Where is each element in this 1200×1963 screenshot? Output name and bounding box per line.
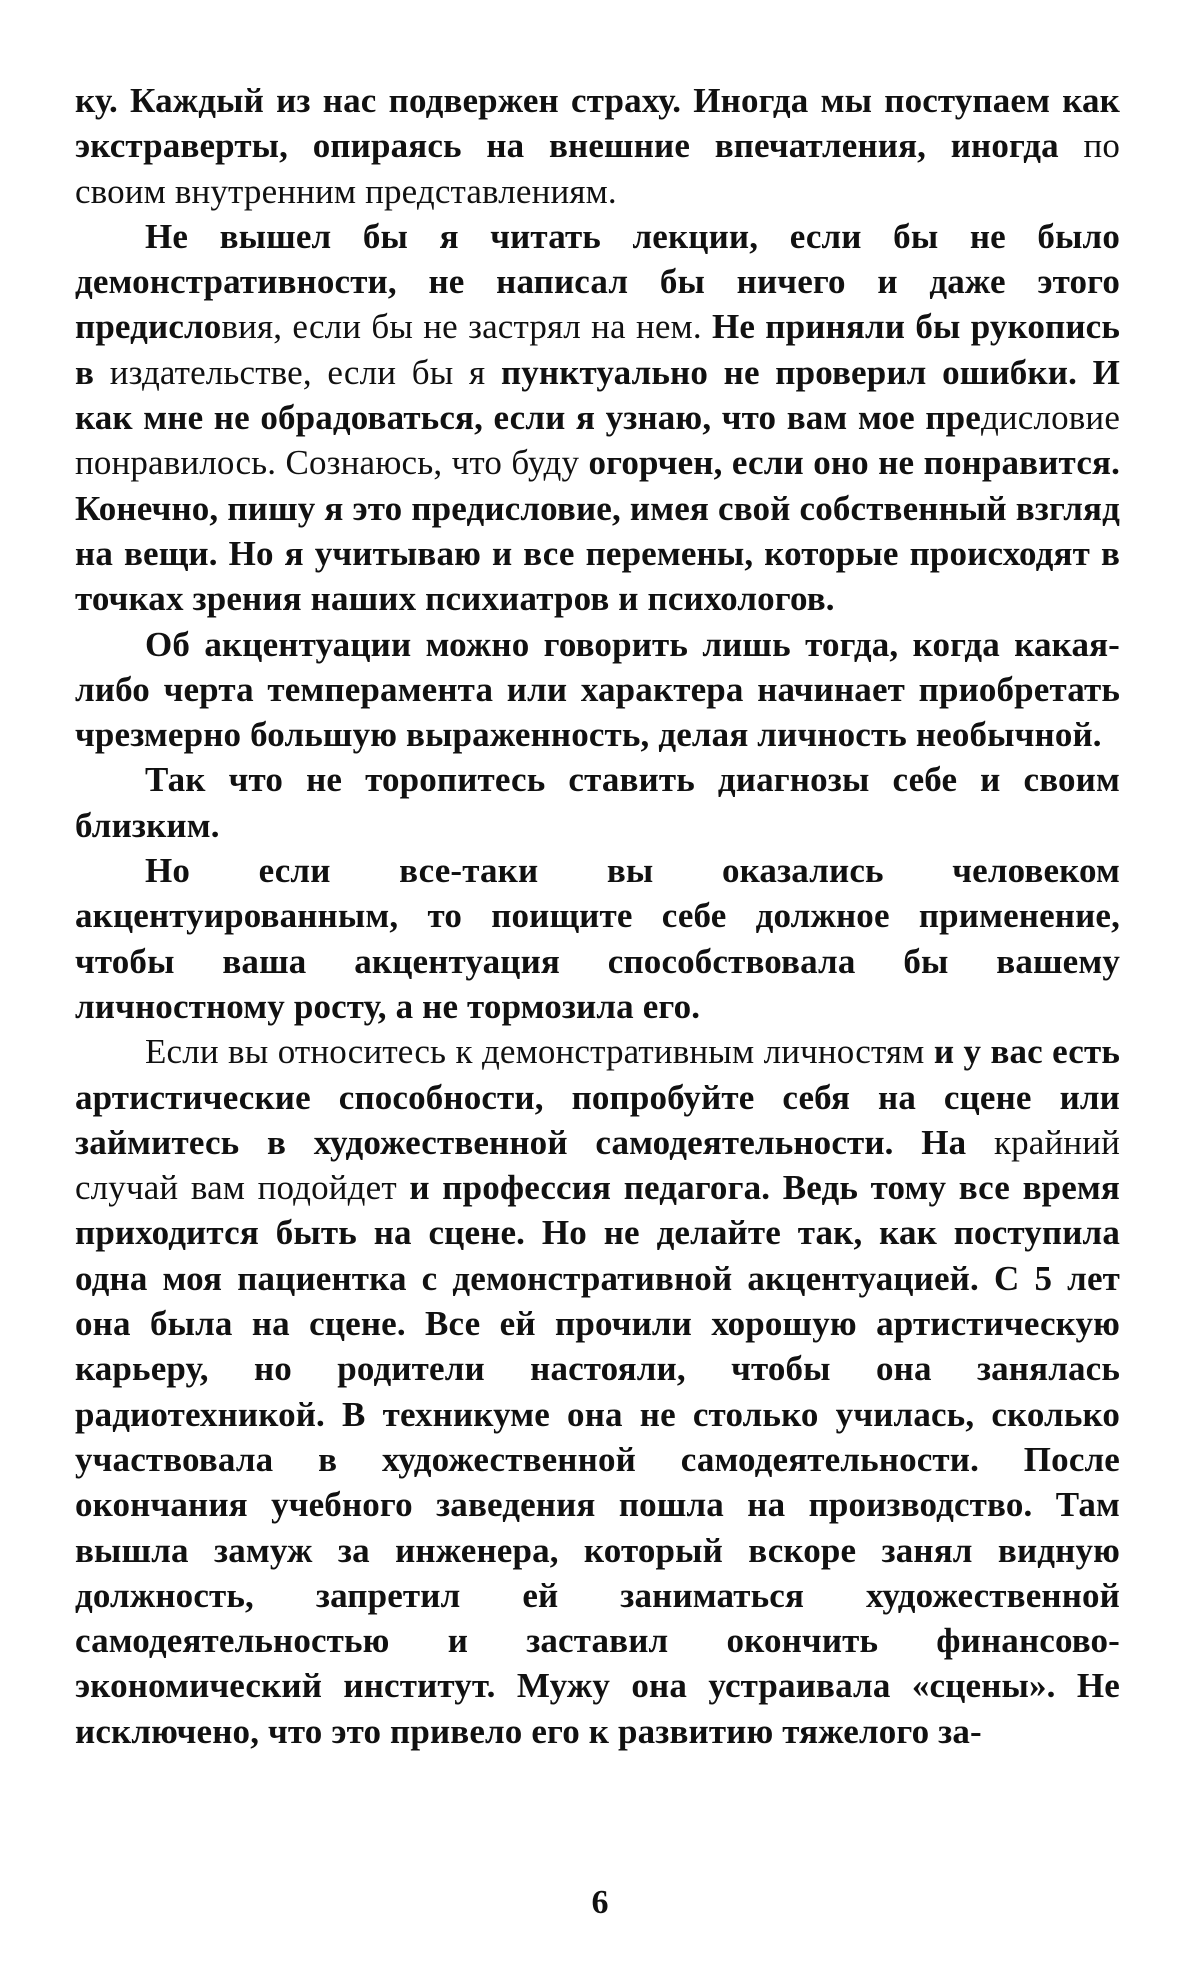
paragraph-segment: и у вас есть артистические способности, попробуйте себя на сцене или займитесь в художественной самодеятельности. На [75, 1032, 1120, 1162]
paragraph-segment: издательстве, если бы я [109, 352, 501, 392]
paragraph-segment: Об акцентуации можно говорить лишь тогда, когда какая-либо черта темперамента или характера начинает приобретать чрезмерно большую выраженность, делая личность необычной. [75, 624, 1120, 755]
paragraph-segment: и профессия педагога. Ведь тому все время приходится быть на сцене. Но не делайте так, как поступила одна моя пациентка с демонстративной акцентуацией. С 5 лет она была на сцене. Все ей прочили хорошую артистическую карьеру, но родители настояли, чтобы она занялась радиотехникой. В техникуме она не столько училась, сколько участвовала в художественной самодеятельности. После окончания учебного заведения пошла на производство. Там вышла замуж за инженера, который вскоре занял видную должность, запретил ей заниматься художественной самодеятельностью и заставил окончить финансово-экономический институт. Мужу она устраивала «сцены». Не исключено, что это привело его к развитию тяжелого за- [75, 1168, 1120, 1751]
paragraph-1 [75, 78, 1120, 214]
paragraph-segment: Не вышел бы я читать лекции, если бы не было демонстративности, не написал бы ничего и даже этого предисло [75, 216, 1120, 347]
paragraph-segment: Так что не торопитесь ставить диагнозы себе и своим близким. [75, 760, 1120, 845]
paragraph-segment: Если вы относитесь к демонстративным личностям [145, 1032, 934, 1072]
paragraph-2 [75, 214, 1120, 622]
paragraph-segment: по своим внутренним представлениям. [75, 126, 1120, 211]
paragraph-segment: пунктуально не проверил ошибки. И как мне не обрадоваться, если я узнаю, что вам мое пре [75, 352, 1120, 438]
paragraph-6 [75, 1029, 1120, 1754]
body-text [75, 78, 1120, 1754]
paragraph-segment: дисловие понравилось. Сознаюсь, что буду [75, 398, 1120, 483]
paragraph-segment: Не приняли бы рукопись в [75, 307, 1120, 392]
paragraph-segment: огорчен, если оно не понравится. Конечно, пишу я это предисловие, имея свой собственный взгляд на вещи. Но я учитываю и все перемены, которые происходят в точках зрения наших психиатров и психологов. [75, 443, 1120, 619]
paragraph-segment: вия, если бы не застрял на нем. [221, 307, 712, 347]
page-number: 6 [591, 1884, 609, 1921]
paragraph-3 [75, 622, 1120, 758]
paragraph-segment: Но если все-таки вы оказались человеком акцентуированным, то поищите себе должное применение, чтобы ваша акцентуация способствовала бы вашему личностному росту, а не тормозила его. [75, 851, 1120, 1026]
paragraph-segment: ку. Каждый из нас подвержен страху. Иногда мы поступаем как экстраверты, опираясь на внешние впечатления, иногда [75, 81, 1120, 166]
paragraph-4 [75, 757, 1120, 848]
paragraph-segment: крайний случай вам подойдет [75, 1122, 1120, 1208]
paragraph-5 [75, 848, 1120, 1029]
